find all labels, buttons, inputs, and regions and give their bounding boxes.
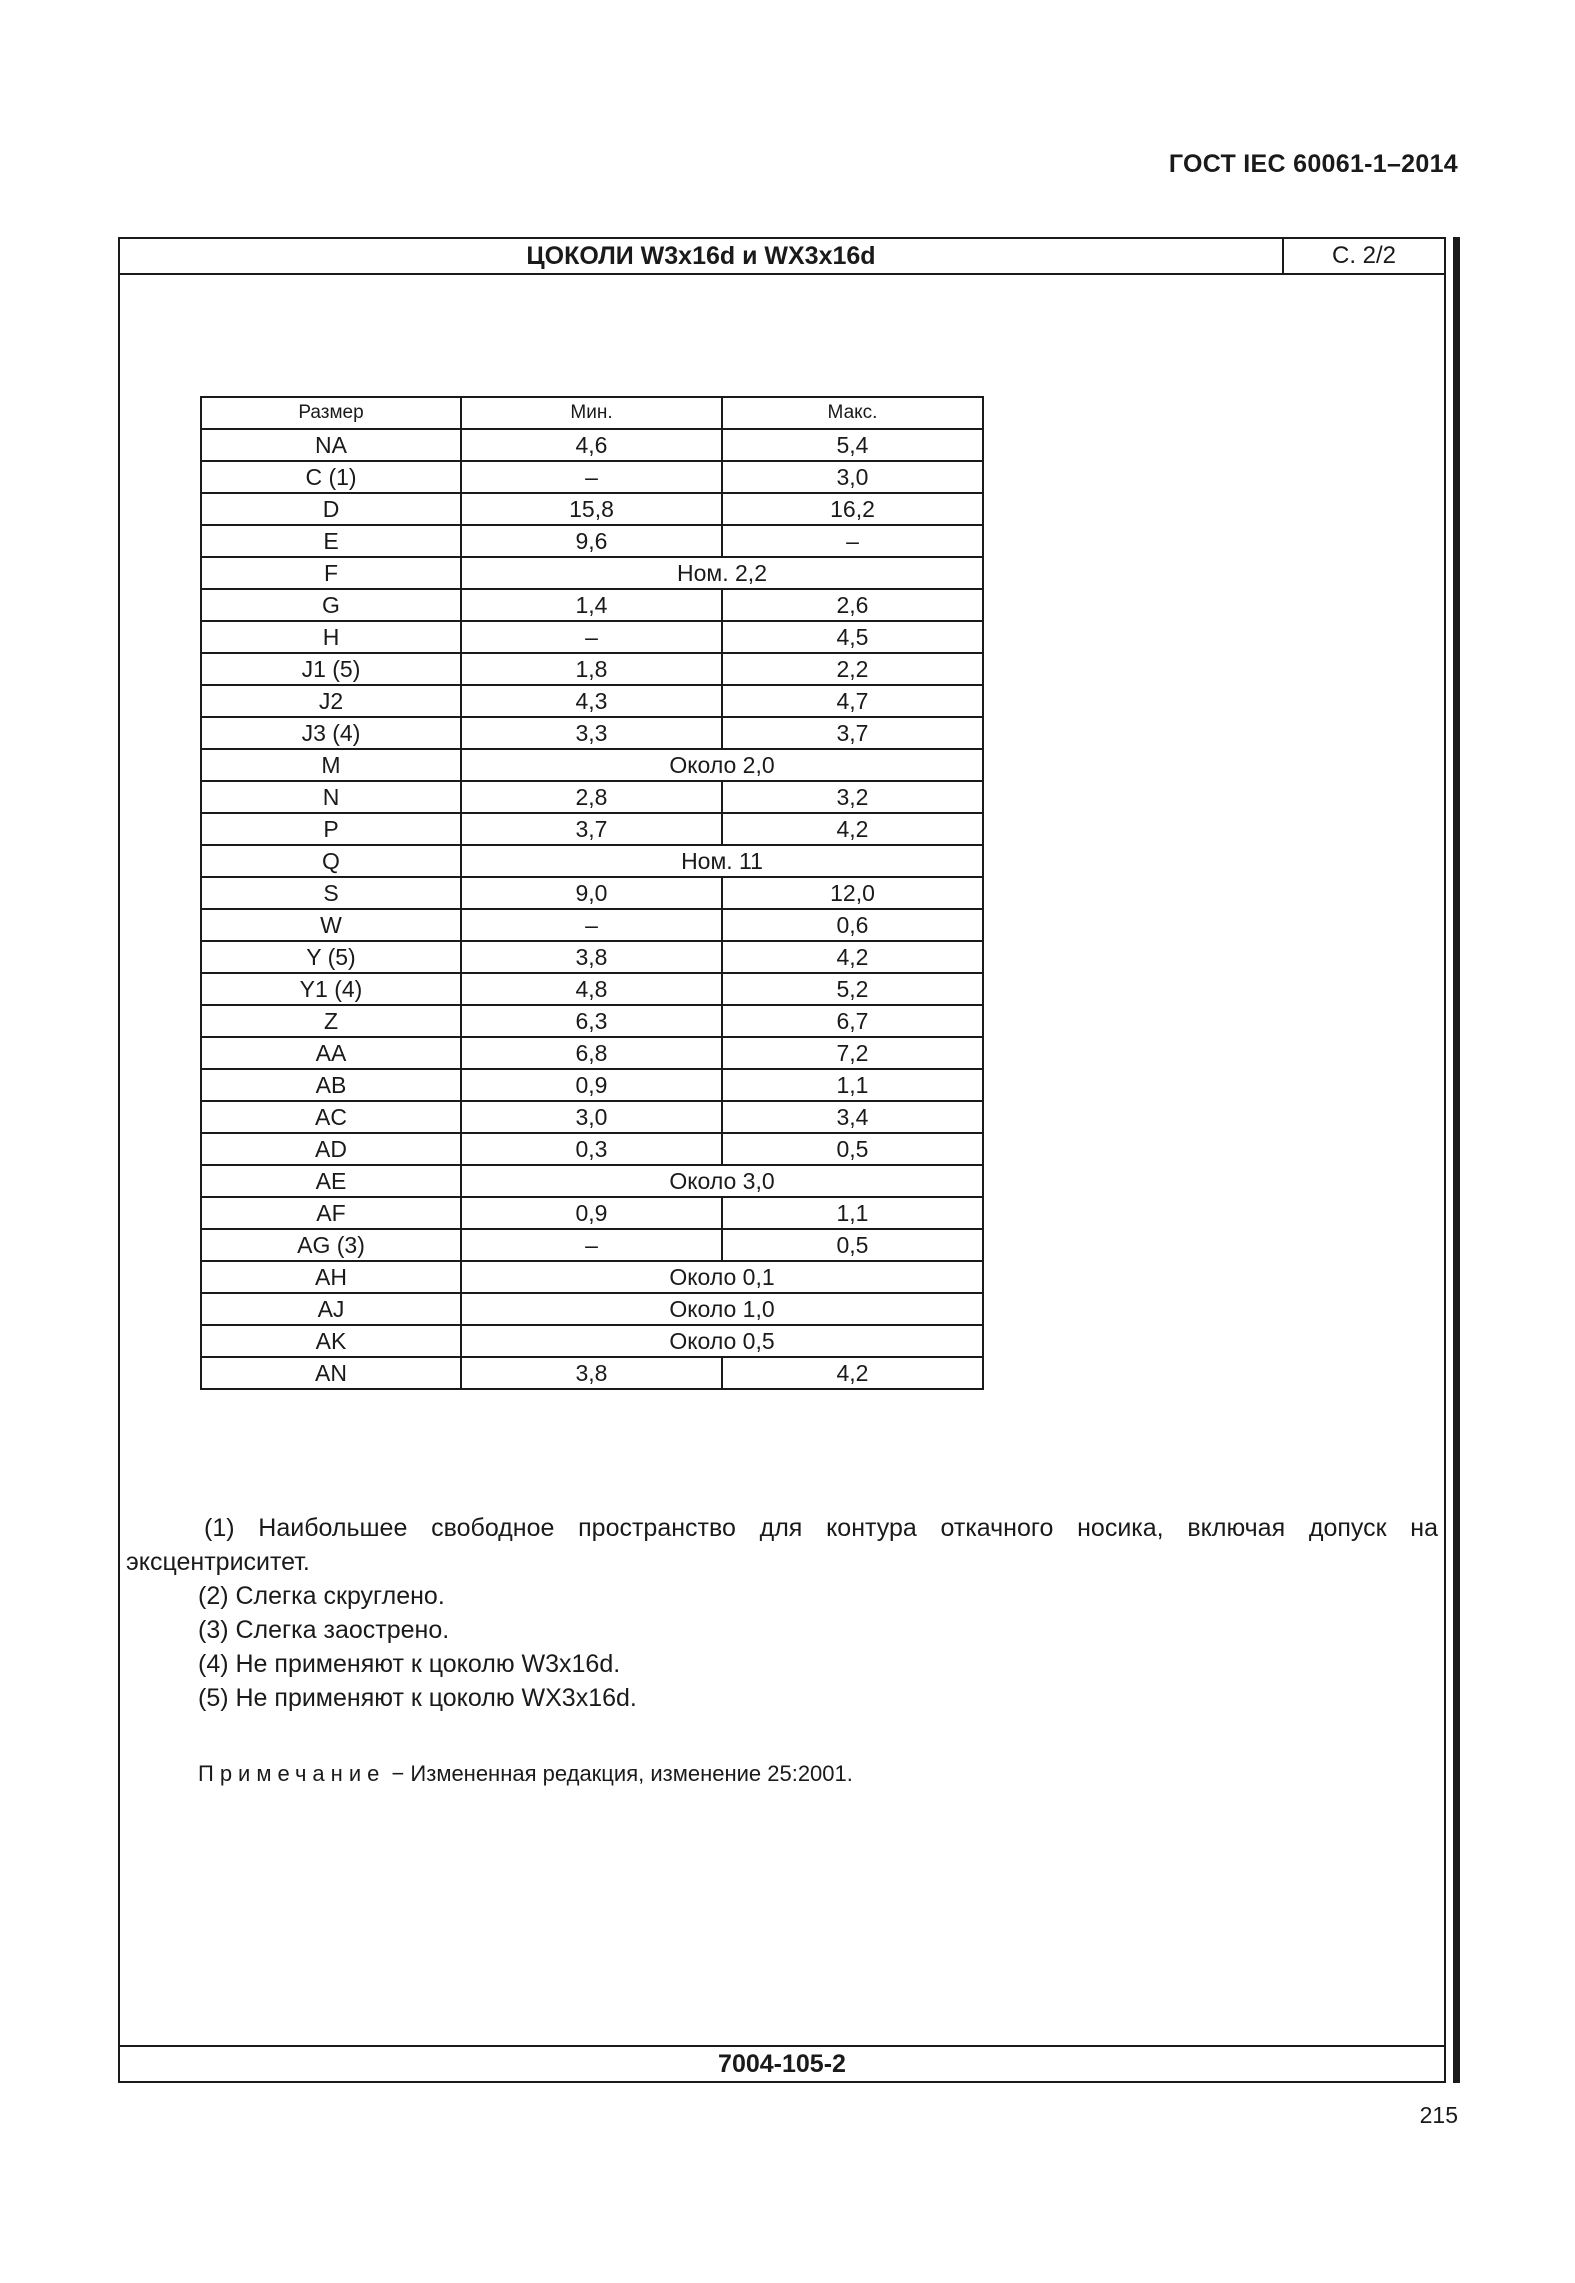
table-row [201, 845, 983, 877]
cell-min: 1,4 [461, 589, 722, 621]
table-row [201, 653, 983, 685]
cell-nominal: Ном. 11 [461, 845, 983, 877]
cell-dimension: AK [201, 1325, 461, 1357]
cell-nominal: Около 3,0 [461, 1165, 983, 1197]
footnotes [120, 1511, 1438, 1715]
table-row [201, 717, 983, 749]
table-row [201, 525, 983, 557]
cell-dimension: AN [201, 1357, 461, 1389]
table-row [201, 749, 983, 781]
table-row [201, 1037, 983, 1069]
cell-max: 3,2 [722, 781, 983, 813]
table-row [201, 493, 983, 525]
cell-dimension: J1 (5) [201, 653, 461, 685]
cell-dimension: Z [201, 1005, 461, 1037]
table-row [201, 1325, 983, 1357]
table-row [201, 557, 983, 589]
cell-dimension: AB [201, 1069, 461, 1101]
table-row [201, 1101, 983, 1133]
cell-min: 1,8 [461, 653, 722, 685]
cell-max: 4,2 [722, 941, 983, 973]
cell-min: 0,9 [461, 1069, 722, 1101]
table-row [201, 1197, 983, 1229]
footnote-1: (1) Наибольшее свободное пространство для контура откачного носика, включая допуск на эксцентриситет. [126, 1514, 1438, 1576]
cell-dimension: S [201, 877, 461, 909]
table-row [201, 685, 983, 717]
cell-min: 3,7 [461, 813, 722, 845]
remark-text: − Измененная редакция, изменение 25:2001. [385, 1761, 853, 1786]
table-row [201, 813, 983, 845]
cell-max: 3,4 [722, 1101, 983, 1133]
cell-min: 3,8 [461, 1357, 722, 1389]
sheet-title: ЦОКОЛИ W3x16d и WX3x16d [120, 239, 1284, 273]
cell-min: 2,8 [461, 781, 722, 813]
table-row [201, 1261, 983, 1293]
table-row [201, 909, 983, 941]
cell-max: 7,2 [722, 1037, 983, 1069]
cell-max: 4,7 [722, 685, 983, 717]
table-row [201, 1133, 983, 1165]
table-row [201, 1357, 983, 1389]
cell-min: 3,0 [461, 1101, 722, 1133]
cell-nominal: Около 0,5 [461, 1325, 983, 1357]
cell-min: 0,9 [461, 1197, 722, 1229]
cell-dimension: J3 (4) [201, 717, 461, 749]
cell-dimension: Y (5) [201, 941, 461, 973]
header-max: Макс. [722, 397, 983, 429]
cell-min: 6,3 [461, 1005, 722, 1037]
cell-max: 4,2 [722, 1357, 983, 1389]
cell-min: – [461, 909, 722, 941]
cell-max: 0,5 [722, 1133, 983, 1165]
cell-dimension: H [201, 621, 461, 653]
cell-dimension: AF [201, 1197, 461, 1229]
cell-nominal: Около 1,0 [461, 1293, 983, 1325]
cell-nominal: Около 2,0 [461, 749, 983, 781]
cell-dimension: AE [201, 1165, 461, 1197]
cell-min: 6,8 [461, 1037, 722, 1069]
cell-min: 3,3 [461, 717, 722, 749]
cell-dimension: M [201, 749, 461, 781]
cell-min: 9,0 [461, 877, 722, 909]
cell-min: 9,6 [461, 525, 722, 557]
cell-max: 12,0 [722, 877, 983, 909]
cell-max: 3,7 [722, 717, 983, 749]
document-code: ГОСТ IEC 60061-1–2014 [1168, 150, 1458, 178]
cell-max: 2,2 [722, 653, 983, 685]
cell-dimension: AJ [201, 1293, 461, 1325]
cell-max: 5,2 [722, 973, 983, 1005]
remark-label: Примечание [198, 1761, 386, 1786]
cell-dimension: Y1 (4) [201, 973, 461, 1005]
cell-dimension: N [201, 781, 461, 813]
cell-dimension: Q [201, 845, 461, 877]
table-row [201, 1165, 983, 1197]
cell-min: – [461, 461, 722, 493]
remark [198, 1761, 853, 1787]
table-header-row [201, 397, 983, 429]
footnote-3: (3) Слегка заострено. [198, 1616, 450, 1644]
cell-dimension: NA [201, 429, 461, 461]
cell-dimension: C (1) [201, 461, 461, 493]
cell-dimension: AD [201, 1133, 461, 1165]
cell-min: 0,3 [461, 1133, 722, 1165]
cell-min: 4,6 [461, 429, 722, 461]
cell-max: 1,1 [722, 1197, 983, 1229]
table-row [201, 461, 983, 493]
cell-dimension: G [201, 589, 461, 621]
header-dimension: Размер [201, 397, 461, 429]
cell-min: – [461, 621, 722, 653]
table-row [201, 1005, 983, 1037]
table-row [201, 1229, 983, 1261]
dimensions-table [200, 396, 984, 1390]
frame-right-bar [1453, 237, 1460, 2083]
cell-dimension: W [201, 909, 461, 941]
sheet-frame [118, 237, 1446, 2083]
cell-max: 2,6 [722, 589, 983, 621]
cell-dimension: E [201, 525, 461, 557]
table-row [201, 973, 983, 1005]
cell-min: 15,8 [461, 493, 722, 525]
cell-dimension: J2 [201, 685, 461, 717]
cell-nominal: Ном. 2,2 [461, 557, 983, 589]
table-row [201, 941, 983, 973]
cell-min: 3,8 [461, 941, 722, 973]
table-row [201, 429, 983, 461]
cell-min: – [461, 1229, 722, 1261]
cell-max: 5,4 [722, 429, 983, 461]
cell-min: 4,8 [461, 973, 722, 1005]
sheet-number: С. 2/2 [1331, 242, 1397, 269]
cell-min: 4,3 [461, 685, 722, 717]
header-min: Мин. [461, 397, 722, 429]
table-row [201, 877, 983, 909]
table-row [201, 1293, 983, 1325]
cell-dimension: AG (3) [201, 1229, 461, 1261]
table-row [201, 589, 983, 621]
table-row [201, 1069, 983, 1101]
cell-max: 3,0 [722, 461, 983, 493]
cell-max: 1,1 [722, 1069, 983, 1101]
cell-dimension: AC [201, 1101, 461, 1133]
page-number: 215 [1419, 2102, 1458, 2128]
sheet-footer-code: 7004-105-2 [120, 2045, 1444, 2081]
table-body [201, 429, 983, 1389]
cell-dimension: F [201, 557, 461, 589]
cell-nominal: Около 0,1 [461, 1261, 983, 1293]
sheet-header [120, 239, 1444, 275]
cell-max: 16,2 [722, 493, 983, 525]
cell-max: 6,7 [722, 1005, 983, 1037]
cell-max: – [722, 525, 983, 557]
cell-max: 0,5 [722, 1229, 983, 1261]
cell-dimension: AH [201, 1261, 461, 1293]
table-row [201, 781, 983, 813]
cell-dimension: P [201, 813, 461, 845]
cell-max: 4,5 [722, 621, 983, 653]
table-row [201, 621, 983, 653]
cell-max: 4,2 [722, 813, 983, 845]
footnote-4: (4) Не применяют к цоколю W3x16d. [198, 1650, 621, 1678]
cell-dimension: AA [201, 1037, 461, 1069]
cell-dimension: D [201, 493, 461, 525]
cell-max: 0,6 [722, 909, 983, 941]
footnote-2: (2) Слегка скруглено. [198, 1582, 445, 1610]
footnote-5: (5) Не применяют к цоколю WX3x16d. [198, 1684, 637, 1712]
